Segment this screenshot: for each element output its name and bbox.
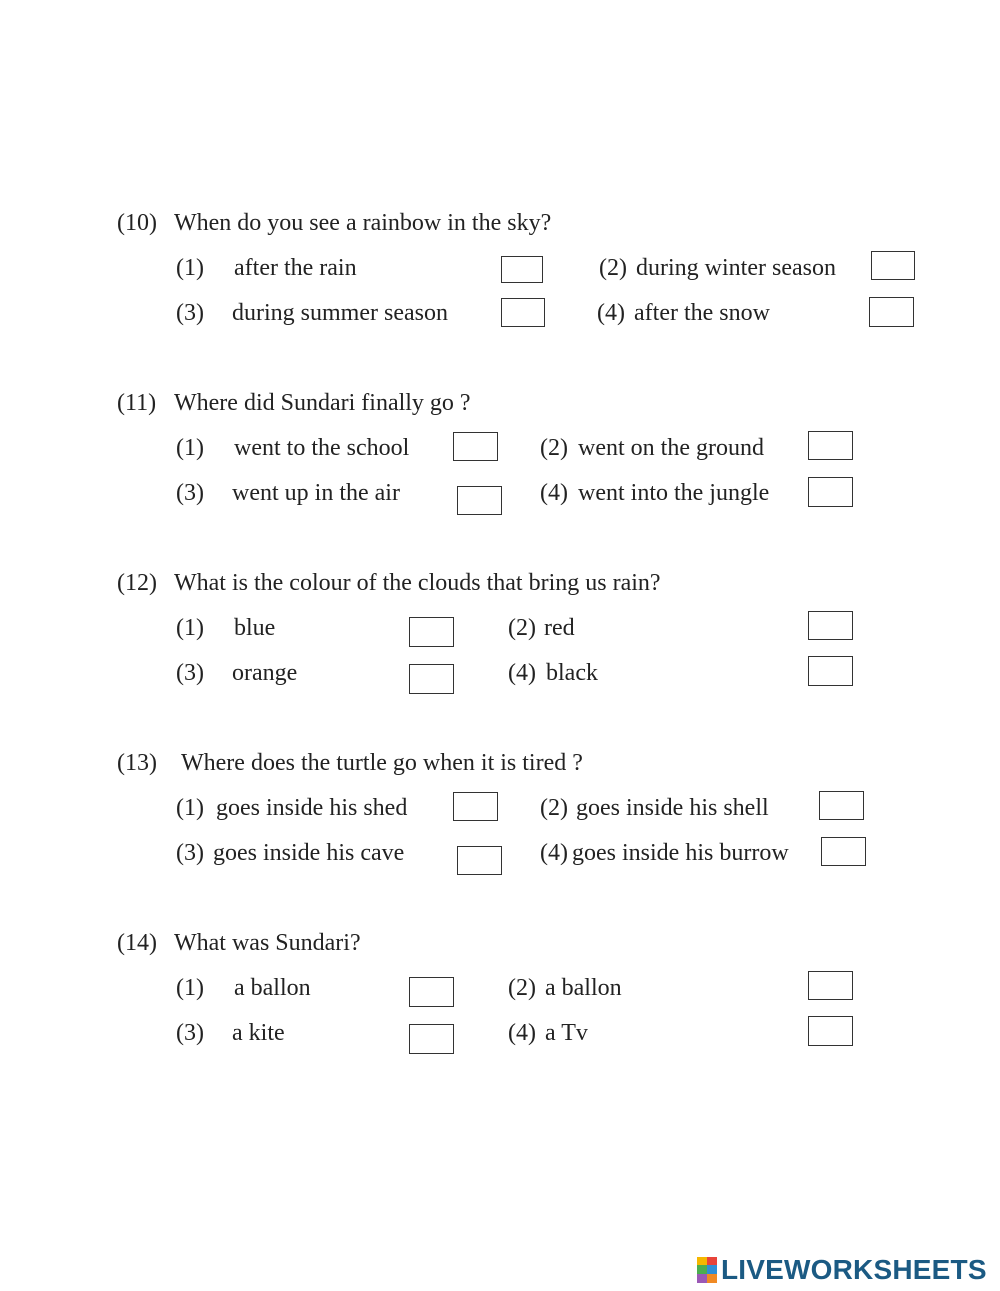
option-number: (4) xyxy=(508,1020,536,1046)
option-number: (3) xyxy=(176,660,204,686)
answer-box[interactable] xyxy=(808,431,853,460)
option-number: (3) xyxy=(176,300,204,326)
option-number: (1) xyxy=(176,255,204,281)
option-number: (4) xyxy=(597,300,625,326)
option-text: goes inside his shed xyxy=(216,795,408,821)
option-number: (3) xyxy=(176,840,204,866)
option-number: (3) xyxy=(176,480,204,506)
option-number: (1) xyxy=(176,975,204,1001)
option-number: (2) xyxy=(508,975,536,1001)
answer-box[interactable] xyxy=(453,432,498,461)
option-text: went up in the air xyxy=(232,480,400,506)
option-number: (2) xyxy=(599,255,627,281)
option-number: (2) xyxy=(508,615,536,641)
answer-box[interactable] xyxy=(457,486,502,515)
option-text: goes inside his cave xyxy=(213,840,405,866)
option-text: goes inside his burrow xyxy=(572,840,789,866)
option-text: after the snow xyxy=(634,300,770,326)
option-number: (3) xyxy=(176,1020,204,1046)
option-text: went to the school xyxy=(234,435,410,461)
answer-box[interactable] xyxy=(819,791,864,820)
option-text: orange xyxy=(232,660,298,686)
option-text: went on the ground xyxy=(578,435,764,461)
option-number: (1) xyxy=(176,795,204,821)
option-number: (2) xyxy=(540,435,568,461)
option-text: goes inside his shell xyxy=(576,795,769,821)
answer-box[interactable] xyxy=(808,477,853,507)
option-text: black xyxy=(546,660,598,686)
option-text: a ballon xyxy=(545,975,622,1001)
option-text: a ballon xyxy=(234,975,311,1001)
option-number: (1) xyxy=(176,615,204,641)
logo-text: LIVEWORKSHEETS xyxy=(721,1254,987,1285)
question-number: (13) xyxy=(117,750,157,776)
option-number: (4) xyxy=(540,840,568,866)
answer-box[interactable] xyxy=(821,837,866,866)
liveworksheets-logo xyxy=(697,1253,987,1287)
question-text: When do you see a rainbow in the sky? xyxy=(174,210,552,236)
option-text: after the rain xyxy=(234,255,357,281)
question-text: Where did Sundari finally go ? xyxy=(174,390,471,416)
answer-box[interactable] xyxy=(501,298,545,327)
answer-box[interactable] xyxy=(409,1024,454,1054)
answer-box[interactable] xyxy=(409,664,454,694)
option-number: (1) xyxy=(176,435,204,461)
option-text: blue xyxy=(234,615,276,641)
answer-box[interactable] xyxy=(808,971,853,1000)
answer-box[interactable] xyxy=(869,297,914,327)
question-number: (12) xyxy=(117,570,157,596)
answer-box[interactable] xyxy=(808,1016,853,1046)
question-number: (10) xyxy=(117,210,157,236)
question-text: Where does the turtle go when it is tired ? xyxy=(181,750,583,776)
answer-box[interactable] xyxy=(409,617,454,647)
question-text: What is the colour of the clouds that bring us rain? xyxy=(174,570,661,596)
answer-box[interactable] xyxy=(808,656,853,686)
option-text: a Tv xyxy=(545,1020,588,1046)
option-text: a kite xyxy=(232,1020,285,1046)
answer-box[interactable] xyxy=(808,611,853,640)
answer-box[interactable] xyxy=(453,792,498,821)
answer-box[interactable] xyxy=(501,256,543,283)
answer-box[interactable] xyxy=(457,846,502,875)
answer-box[interactable] xyxy=(871,251,915,280)
option-number: (4) xyxy=(508,660,536,686)
option-text: red xyxy=(544,615,575,641)
answer-box[interactable] xyxy=(409,977,454,1007)
option-text: during winter season xyxy=(636,255,836,281)
option-text: went into the jungle xyxy=(578,480,770,506)
option-number: (2) xyxy=(540,795,568,821)
question-number: (14) xyxy=(117,930,157,956)
liveworksheets-logo-icon xyxy=(697,1257,717,1283)
question-number: (11) xyxy=(117,390,157,416)
option-text: during summer season xyxy=(232,300,448,326)
option-number: (4) xyxy=(540,480,568,506)
question-text: What was Sundari? xyxy=(174,930,361,956)
